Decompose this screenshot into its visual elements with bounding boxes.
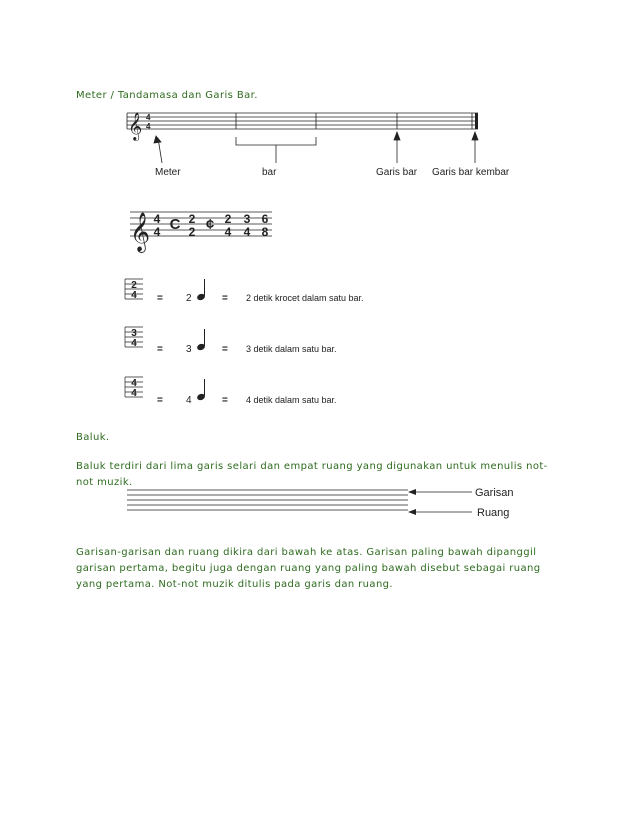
label-garis-bar: Garis bar	[376, 167, 418, 178]
eq-3-count: 4	[186, 395, 192, 406]
eq-1-top: 2	[131, 280, 137, 291]
eq-1-bottom: 4	[131, 290, 137, 301]
ts-3-bottom: 2	[188, 225, 196, 239]
label-ruang: Ruang	[477, 507, 510, 519]
ts-6-top: 3	[243, 212, 251, 226]
eq-3-desc: 4 detik dalam satu bar.	[246, 395, 337, 405]
eq-2-bottom: 4	[131, 338, 137, 349]
ts-5-top: 2	[224, 212, 232, 226]
eq-3-top: 4	[131, 378, 137, 389]
arrow-icon	[408, 509, 416, 515]
eq-1-desc: 2 detik krocet dalam satu bar.	[246, 293, 364, 303]
equals-sign: =	[222, 344, 228, 355]
label-bar: bar	[262, 167, 277, 178]
equals-sign: =	[157, 395, 163, 406]
ts-bottom: 4	[146, 122, 151, 131]
eq-2-top: 3	[131, 328, 137, 339]
treble-clef-icon: 𝄞	[128, 113, 143, 140]
baluk-paragraph: Baluk terdiri dari lima garis selari dan empat ruang yang digunakan untuk menulis not-not muzik.	[76, 461, 548, 488]
heading-meter: Meter / Tandamasa dan Garis Bar.	[76, 90, 258, 101]
ts-1-bottom: 4	[153, 225, 161, 239]
equals-sign: =	[157, 344, 163, 355]
ts-7-bottom: 8	[261, 225, 269, 239]
ts-common-time: C	[169, 216, 181, 233]
eq-2-count: 3	[186, 344, 192, 355]
label-garis-bar-kembar: Garis bar kembar	[432, 167, 510, 178]
ts-3-top: 2	[188, 212, 196, 226]
treble-clef-icon: 𝄞	[130, 213, 151, 251]
final-paragraph: Garisan-garisan dan ruang dikira dari bawah ke atas. Garisan paling bawah dipanggil garisan pertama, begitu juga dengan ruang yang paling bawah disebut sebagai ruang yang pertama. Not-not muzik ditulis pada garis dan ruang.	[76, 547, 541, 590]
ts-1-top: 4	[153, 212, 161, 226]
arrow-icon	[408, 489, 416, 495]
equals-sign: =	[222, 395, 228, 406]
ts-5-bottom: 4	[224, 225, 232, 239]
eq-1-count: 2	[186, 293, 192, 304]
eq-2-desc: 3 detik dalam satu bar.	[246, 344, 337, 354]
eq-3-bottom: 4	[131, 388, 137, 399]
ts-cut-time: ¢	[205, 216, 215, 233]
ts-6-bottom: 4	[243, 225, 251, 239]
equals-sign: =	[157, 293, 163, 304]
label-garisan: Garisan	[475, 487, 514, 499]
heading-baluk: Baluk.	[76, 432, 110, 443]
ts-7-top: 6	[261, 212, 269, 226]
equals-sign: =	[222, 293, 228, 304]
ts-top: 4	[146, 113, 151, 122]
label-meter: Meter	[155, 167, 181, 178]
